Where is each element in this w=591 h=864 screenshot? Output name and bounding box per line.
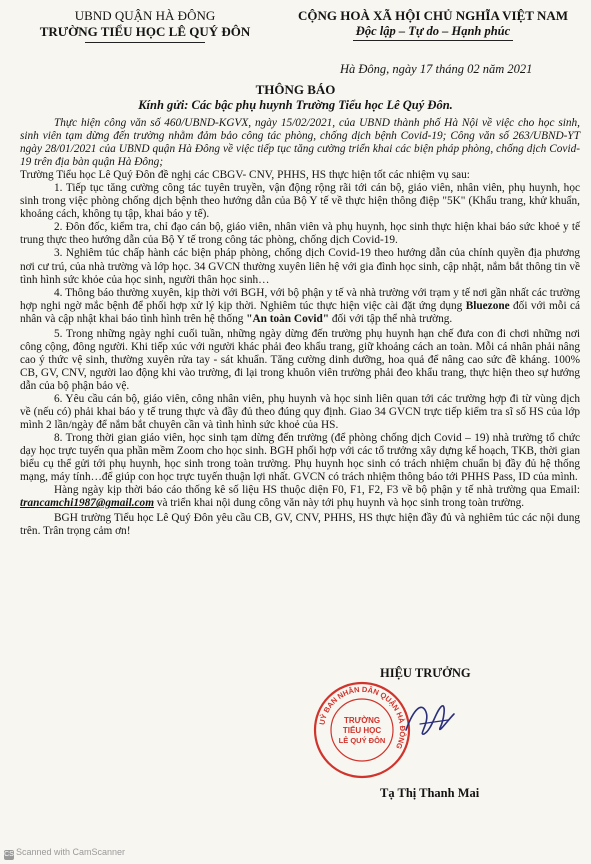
issuing-organization (30, 8, 260, 43)
district-name: UBND QUẬN HÀ ĐÔNG (74, 8, 216, 23)
closing-paragraph: BGH trường Tiểu học Lê Quý Đôn yêu cầu CB, GV, CNV, PHHS, HS thực hiện đầy đủ và nghiêm túc các nội dung trên. Trân trọng cảm ơn! (20, 512, 580, 538)
motto: Độc lập – Tự do – Hạnh phúc (355, 24, 511, 38)
camscanner-logo-icon: CS (4, 851, 14, 858)
stamp-line-2: TIỂU HỌC (342, 726, 382, 735)
document-body (20, 117, 580, 539)
item-8: 8. Trong thời gian giáo viên, học sinh tạm dừng đến trường (để phòng chống dịch Covid – 19) nhà trường tổ chức dạy học trực tuyến qua phần mềm Zoom cho học sinh. BGH phối hợp với các tổ trưởng xây dựng kế hoạch, TKB, thời gian biểu cụ thể gửi tới phụ huynh, học sinh trong toàn trường. Phụ huynh học sinh có trách nhiệm chuẩn bị đầy đủ hệ thống mạng, máy tính…để giúp con học trực tuyến thuận lợi nhất. GVCN có trách nhiệm thông báo tới PHHS Pass, ID của mình. (20, 432, 580, 484)
item-3: 3. Nghiêm túc chấp hành các biện pháp phòng, chống dịch Covid-19 theo hướng dẫn của chính quyền địa phương nơi cư trú, của nhà trường và lớp học. 34 GVCN thường xuyên liên hệ với gia đình học sinh, cập nhật, nắm bắt thông tin về tình hình sức khỏe của học sinh, người thân học sinh… (20, 247, 580, 286)
recipient-line: Kính gửi: Các bậc phụ huynh Trường Tiểu học Lê Quý Đôn. (138, 98, 453, 112)
item-4-text-a: 4. Thông báo thường xuyên, kịp thời với BGH, với bộ phận y tế và nhà trường với trạm y tế nơi gần nhất các trường hợp nghi ngờ mắc bệnh để phối hợp xử lý kịp thời. Nghiêm túc thực hiện việc cài đặt ứng dụng (20, 286, 580, 312)
item-4-text-b: đối với mỗi cá nhân và cập nhật khai báo tình hình trên hệ thống (20, 299, 580, 325)
document-title: THÔNG BÁO (255, 82, 336, 97)
header-underline-left (85, 42, 205, 43)
item-1: 1. Tiếp tục tăng cường công tác tuyên truyền, vận động rộng rãi tới cán bộ, giáo viên, nhân viên, phụ huynh, học sinh trong việc phòng chống dịch bệnh theo hướng dẫn của Bộ Y tế về thực hiện thông điệp "5K" (Khẩu trang, khử khuẩn, khoảng cách, không tụ tập, khai báo y tế). (20, 182, 580, 221)
item-9 (20, 484, 580, 510)
lead-paragraph (20, 169, 580, 182)
national-motto (288, 8, 578, 41)
signer-name: Tạ Thị Thanh Mai (380, 786, 480, 800)
bluezone-name: Bluezone (465, 299, 510, 312)
item-5: 5. Trong những ngày nghỉ cuối tuần, những ngày dừng đến trường phụ huynh hạn chế đưa con đi chơi những nơi công cộng, đông người. Khi tiếp xúc với người khác phải đeo khẩu trang, giữ khoảng cách an toàn. Mỗi cá nhân phải nâng cao ý thức vệ sinh, thường xuyên rửa tay - sát khuẩn. Tăng cường dinh dưỡng, hoa quả để nâng cao sức đề kháng. 100% CB, GV, CNV, người lao động khi vào trường, đi lại trong khuôn viên trường phải đeo khẩu trang, thực hiện theo sự hướng dẫn của bộ phận bảo vệ. (20, 327, 580, 392)
item-4 (20, 287, 580, 326)
handwritten-signature (400, 690, 460, 750)
watermark-text: Scanned with CamScanner (16, 847, 126, 857)
school-stamp (312, 680, 412, 780)
stamp-line-3: LÊ QUÝ ĐÔN (338, 736, 386, 745)
signer-role: HIỆU TRƯỞNG (380, 666, 471, 680)
lead-text: Trường Tiểu học Lê Quý Đôn đề nghị các CBGV- CNV, PHHS, HS thực hiện tốt các nhiệm vụ sau: (20, 169, 470, 182)
stamp-ring-text: UỶ BAN NHÂN DÂN QUẬN HÀ ĐÔNG (317, 684, 408, 751)
country-name: CỘNG HOÀ XÃ HỘI CHỦ NGHĨA VIỆT NAM (297, 8, 569, 23)
issue-date: Hà Đông, ngày 17 tháng 02 năm 2021 (340, 62, 533, 76)
item-2: 2. Đôn đốc, kiểm tra, chỉ đạo cán bộ, giáo viên, nhân viên và phụ huynh, học sinh thực hiện khai báo sức khoẻ y tế trung thực theo hướng dẫn của Bộ Y tế trong công tác phòng, chống dịch Covid-19. (20, 221, 580, 247)
item-6: 6. Yêu cầu cán bộ, giáo viên, công nhân viên, phụ huynh và học sinh liên quan tới các trường hợp đi từ vùng dịch về (nếu có) phải khai báo y tế trung thực và đầy đủ theo đúng quy định. Giao 34 GVCN trực tiếp kiểm tra sĩ số HS của lớp mình 2 lần/ngày để nắm bắt chuyên cần và tình hình sức khoẻ của HS. (20, 392, 580, 432)
header-underline-right (353, 40, 513, 41)
stamp-line-1: TRƯỜNG (343, 716, 381, 725)
item-9-text-a: Hàng ngày kịp thời báo cáo thống kê số liệu HS thuộc diện F0, F1, F2, F3 về bộ phận y tế nhà trường qua Email: (54, 484, 580, 497)
item-9-text-b: và triển khai nội dung công văn này tới phụ huynh và học sinh trong toàn trường. (153, 497, 525, 510)
report-email-link[interactable]: trancamchi1987@gmail.com (20, 497, 154, 510)
scanner-watermark (4, 847, 125, 860)
school-name: TRƯỜNG TIỂU HỌC LÊ QUÝ ĐÔN (39, 24, 251, 39)
item-4-text-c: đối với tập thể nhà trường. (329, 312, 453, 325)
an-toan-covid-name: "An toàn Covid" (246, 312, 330, 325)
intro-paragraph: Thực hiện công văn số 460/UBND-KGVX, ngày 15/02/2021, của UBND thành phố Hà Nội về việc cho học sinh, sinh viên tạm dừng đến trường nhằm đảm bảo công tác phòng, chống dịch bệnh Covid-19; Công văn số 263/UBND-YT ngày 28/01/2021 của UBND quận Hà Đông về việc tiếp tục tăng cường triển khai các biện pháp phòng, chống dịch Covid-19 trên địa bàn quận Hà Đông; (20, 117, 580, 169)
